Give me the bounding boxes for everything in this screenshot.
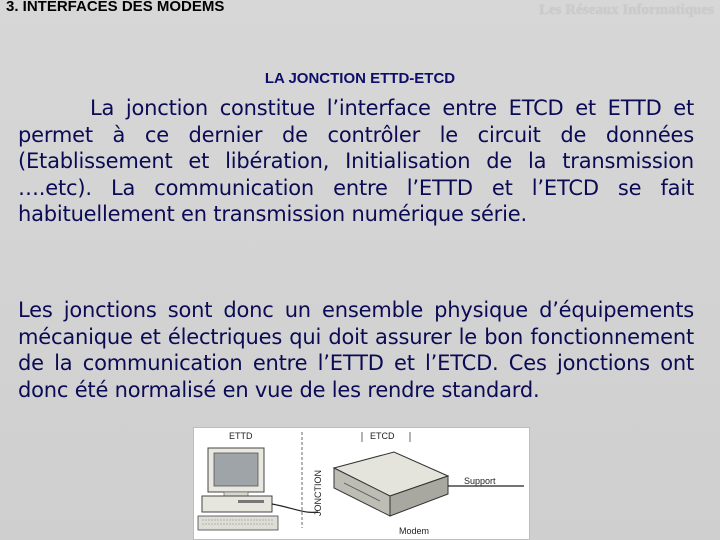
diagram-svg bbox=[194, 428, 529, 539]
cable-line bbox=[272, 504, 318, 512]
chapter-title: 3. INTERFACES DES MODEMS bbox=[6, 0, 225, 15]
paragraph-2: Les jonctions sont donc un ensemble physique d’équipements mécanique et électriques qui doit assurer le bon fonctionnement de la communication entre l’ETTD et l’ETCD. Ces jonctions ont donc été normalisé en vue de les rendre standard. bbox=[18, 298, 694, 402]
modem-label: Modem bbox=[399, 526, 430, 536]
slide-title: LA JONCTION ETTD-ETCD bbox=[264, 70, 456, 87]
ettd-label: ETTD bbox=[229, 431, 253, 441]
modem-icon bbox=[334, 452, 448, 516]
jonction-label: JONCTION bbox=[313, 470, 323, 516]
computer-icon bbox=[198, 448, 278, 530]
support-label: Support bbox=[464, 476, 496, 486]
ettd-etcd-diagram bbox=[193, 427, 530, 540]
course-title: Les Réseaux Informatiques bbox=[539, 2, 714, 18]
etcd-label: ETCD bbox=[370, 431, 395, 441]
paragraph-1: La jonction constitue l’interface entre ETCD et ETTD et permet à ce dernier de contrôler le circuit de données (Etablissement et libération, Initialisation de la transmission ….etc). La communication entre l’ETTD et l’ETCD se fait habituellement en transmission numérique série. bbox=[18, 96, 694, 226]
